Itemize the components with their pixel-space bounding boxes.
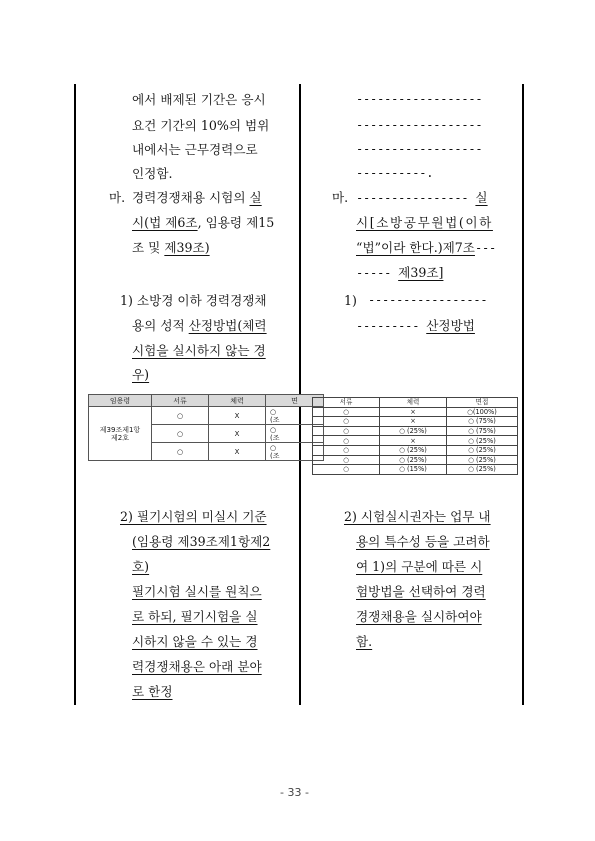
right-ma-dashes: ----- xyxy=(356,266,399,280)
right-dash-line: ----------. xyxy=(356,166,434,180)
left-ma-line1 xyxy=(132,190,262,206)
left-score-table xyxy=(88,394,324,461)
left-ma-underlined: 시(법 제6조 xyxy=(132,215,198,230)
table-cell: X xyxy=(209,443,266,461)
table-cell: ○ xyxy=(152,425,209,443)
left-p2-line: 시하지 않을 수 있는 경 xyxy=(132,634,258,649)
page-number: - 33 - xyxy=(280,786,309,799)
left-ma-text: , 임용령 제15 xyxy=(197,215,275,230)
right-ma-underlined: 제39조] xyxy=(398,265,444,280)
right-p1-line2 xyxy=(356,318,475,334)
table-cell: ○ (조 xyxy=(266,443,324,461)
table-cell: ○ (75%) xyxy=(447,417,518,427)
table-header: 면접 xyxy=(447,398,518,408)
right-p1-dashes: ----------------- xyxy=(368,293,488,307)
left-table-clip xyxy=(88,394,296,468)
left-p2-line: 2) 필기시험의 미실시 기준 xyxy=(120,509,267,524)
left-p1-line3: 시험을 실시하지 않는 경 xyxy=(132,343,266,358)
table-cell: ○ (25%) xyxy=(447,436,518,446)
left-ma-text: 경력경쟁채용 시험의 xyxy=(132,190,250,205)
left-ma-line3 xyxy=(132,240,210,256)
table-row xyxy=(313,436,518,446)
table-cell: ○ xyxy=(313,417,380,427)
table-cell: × xyxy=(380,436,447,446)
left-ma-underlined: 실 xyxy=(249,190,262,205)
left-border xyxy=(74,84,76,705)
table-cell: ○ (75%) xyxy=(447,426,518,436)
table-cell: ○ (25%) xyxy=(447,465,518,475)
table-cell: ○(100%) xyxy=(447,407,518,417)
right-ma-dashes: ---------------- xyxy=(356,191,476,205)
table-header: 임용령 xyxy=(89,395,152,407)
left-p1-line4: 우) xyxy=(132,367,150,382)
table-header: 체력 xyxy=(380,398,447,408)
table-cell: ○ xyxy=(152,407,209,425)
table-row xyxy=(313,417,518,427)
table-cell: ○ xyxy=(313,465,380,475)
right-p2-line: 함. xyxy=(356,634,373,649)
left-p2-line: 필기시험 실시를 원칙으 xyxy=(132,584,262,599)
table-row xyxy=(313,426,518,436)
table-header: 면 xyxy=(266,395,324,407)
table-row xyxy=(313,465,518,475)
table-cell: ○ xyxy=(152,443,209,461)
right-ma-underlined: “법”이라 한다.)제7조 xyxy=(356,240,475,255)
table-cell: ○ (조 xyxy=(266,407,324,425)
left-p1-text: 용의 성적 xyxy=(132,318,189,333)
right-ma-underlined: 실 xyxy=(475,190,488,205)
left-p2-line: 력경쟁채용은 아래 분야 xyxy=(132,659,262,674)
right-p2-line: 여 1)의 구분에 따른 시 xyxy=(356,559,483,574)
right-ma-dashes: --- xyxy=(474,241,497,255)
table-cell: ○ (25%) xyxy=(447,455,518,465)
table-cell: ○ (25%) xyxy=(380,426,447,436)
right-ma-line1 xyxy=(356,190,488,206)
right-ma-line2: 시[소방공무원법(이하 xyxy=(356,215,493,230)
right-score-table xyxy=(312,397,518,475)
left-ma-line2 xyxy=(132,215,274,231)
left-intro-line: 요건 기간의 10%의 범위 xyxy=(132,118,270,133)
table-header: 서류 xyxy=(152,395,209,407)
right-p2-line: 험방법을 선택하여 경력 xyxy=(356,584,486,599)
table-cell: ○ (25%) xyxy=(380,445,447,455)
right-p1-label: 1) xyxy=(344,293,357,308)
table-header: 체력 xyxy=(209,395,266,407)
left-ma-label: 마. xyxy=(109,190,126,205)
left-intro-line: 인정함. xyxy=(132,166,173,181)
table-cell: ○ xyxy=(313,407,380,417)
table-cell: ○ xyxy=(313,436,380,446)
left-ma-underlined: 제39조) xyxy=(164,240,210,255)
right-ma-line3 xyxy=(356,240,496,256)
left-p2-line: (임용령 제39조제1항제2 xyxy=(132,534,271,549)
table-cell: X xyxy=(209,407,266,425)
table-cell: × xyxy=(380,407,447,417)
table-row xyxy=(313,445,518,455)
right-dash-line: ------------------ xyxy=(356,142,483,156)
left-p2-line: 로 하되, 필기시험을 실 xyxy=(132,609,258,624)
table-cell: ○ xyxy=(313,426,380,436)
right-p2-line: 2) 시험실시권자는 업무 내 xyxy=(344,509,491,524)
right-dash-line: ------------------ xyxy=(356,118,483,132)
table-cell: X xyxy=(209,425,266,443)
table-cell: ○ (25%) xyxy=(380,455,447,465)
table-row-header: 제39조제1항 제2호 xyxy=(89,407,152,461)
left-intro-line: 내에서는 근무경력으로 xyxy=(132,142,258,157)
right-p1-dashes: --------- xyxy=(356,319,427,333)
right-ma-line4 xyxy=(356,265,443,281)
left-ma-text: 조 및 xyxy=(132,240,165,255)
left-p2-line: 호) xyxy=(132,559,150,574)
right-border xyxy=(522,84,524,705)
table-row xyxy=(313,455,518,465)
left-intro-line: 에서 배제된 기간은 응시 xyxy=(132,92,266,107)
table-cell: ○ (조 xyxy=(266,425,324,443)
left-p2-line: 로 한정 xyxy=(132,684,173,699)
table-cell: ○ (25%) xyxy=(447,445,518,455)
right-dash-line: ------------------ xyxy=(356,92,483,106)
left-p1-underlined: 산정방법(체력 xyxy=(188,318,267,333)
right-ma-label: 마. xyxy=(332,190,349,205)
left-p1-line2 xyxy=(132,318,267,334)
table-cell: × xyxy=(380,417,447,427)
right-p2-line: 경쟁채용을 실시하여야 xyxy=(356,609,482,624)
left-p1-line1: 1) 소방경 이하 경력경쟁채 xyxy=(120,293,267,308)
right-p1-underlined: 산정방법 xyxy=(426,318,475,333)
table-cell: ○ (15%) xyxy=(380,465,447,475)
table-header: 서류 xyxy=(313,398,380,408)
table-row xyxy=(313,407,518,417)
right-p2-line: 용의 특수성 등을 고려하 xyxy=(356,534,490,549)
table-cell: ○ xyxy=(313,455,380,465)
table-cell: ○ xyxy=(313,445,380,455)
